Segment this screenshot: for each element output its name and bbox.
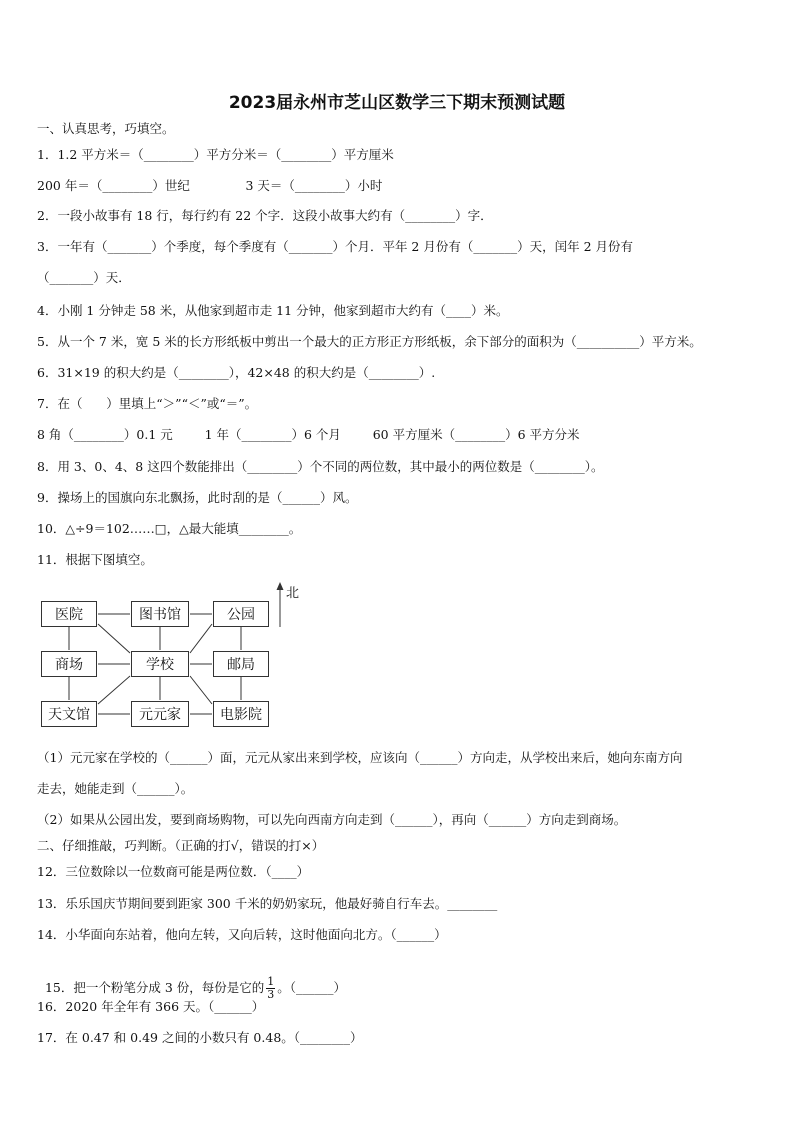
question-3: 3．一年有（_______）个季度，每个季度有（_______）个月．平年 2 月份有（_______）天，闰年 2 月份有 [37,239,634,254]
question-11: 11．根据下图填空。 [37,552,153,567]
fraction-one-third [266,976,275,1001]
fraction-numerator: 1 [267,975,275,988]
place-library: 图书馆 [131,601,189,627]
place-yuanyuan-home: 元元家 [131,701,189,727]
question-2: 2．一段小故事有 18 行，每行约有 22 个字．这段小故事大约有（________）字． [37,208,493,223]
section-1-heading: 一、认真思考，巧填空。 [37,121,175,136]
place-park: 公园 [213,601,269,627]
question-9: 9．操场上的国旗向东北飘扬，此时刮的是（______）风。 [37,490,358,505]
question-5: 5．从一个 7 米，宽 5 米的长方形纸板中剪出一个最大的正方形正方形纸板，余下部分的面积为（__________）平方米。 [37,334,702,349]
question-16: 16．2020 年全年有 366 天。（______） [37,999,265,1014]
direction-map [30,580,320,730]
place-hospital: 医院 [41,601,97,627]
page-title: 2023届永州市芝山区数学三下期末预测试题 [228,93,566,113]
north-label: 北 [286,586,300,601]
question-6: 6．31×19 的积大约是（________），42×48 的积大约是（________）. [37,365,436,380]
question-1-line-2: 200 年＝（________）世纪 3 天＝（________）小时 [37,178,383,193]
question-14: 14．小华面向东站着，他向左转，又向后转，这时他面向北方。（______） [37,927,447,942]
question-11-part-2: （2）如果从公园出发，要到商场购物，可以先向西南方向走到（______），再向（______）方向走到商场。 [37,812,627,827]
question-3-line-2: （_______）天． [37,270,131,285]
question-12: 12．三位数除以一位数商可能是两位数．（____） [37,864,310,879]
place-observatory: 天文馆 [41,701,97,727]
question-17: 17．在 0.47 和 0.49 之间的小数只有 0.48。（________） [37,1030,363,1045]
place-mall: 商场 [41,651,97,677]
place-post-office: 邮局 [213,651,269,677]
place-school: 学校 [131,651,189,677]
question-1: 1．1.2 平方米＝（________）平方分米＝（________）平方厘米 [37,147,394,162]
question-7: 7．在（ ）里填上“＞”“＜”或“＝”。 [37,396,258,411]
question-15-text: 15．把一个粉笔分成 3 份，每份是它的 [44,980,265,995]
question-15-answer: 。（______） [277,980,347,995]
question-7-comparisons: 8 角（________）0.1 元 1 年（________）6 个月 60 平方厘米（________）6 平方分米 [37,427,580,442]
question-11-part-1: （1）元元家在学校的（______）面，元元从家出来到学校，应该向（______）方向走，从学校出来后，她向东南方向 [37,750,683,765]
section-2-heading: 二、仔细推敲，巧判断。（正确的打√，错误的打×） [37,838,325,853]
question-10: 10．△÷9＝102……□，△最大能填________。 [37,521,302,536]
question-8: 8．用 3、0、4、8 这四个数能排出（________）个不同的两位数，其中最小的两位数是（________）。 [37,459,604,474]
question-11-part-1-line-2: 走去，她能走到（______）。 [37,781,194,796]
question-15 [37,960,346,1001]
place-cinema: 电影院 [213,701,269,727]
question-4: 4．小刚 1 分钟走 58 米，从他家到超市走 11 分钟，他家到超市大约有（____）米。 [37,303,509,318]
question-13: 13．乐乐国庆节期间要到距家 300 千米的奶奶家玩，他最好骑自行车去。________ [37,896,498,911]
fraction-denominator: 3 [267,988,275,1001]
